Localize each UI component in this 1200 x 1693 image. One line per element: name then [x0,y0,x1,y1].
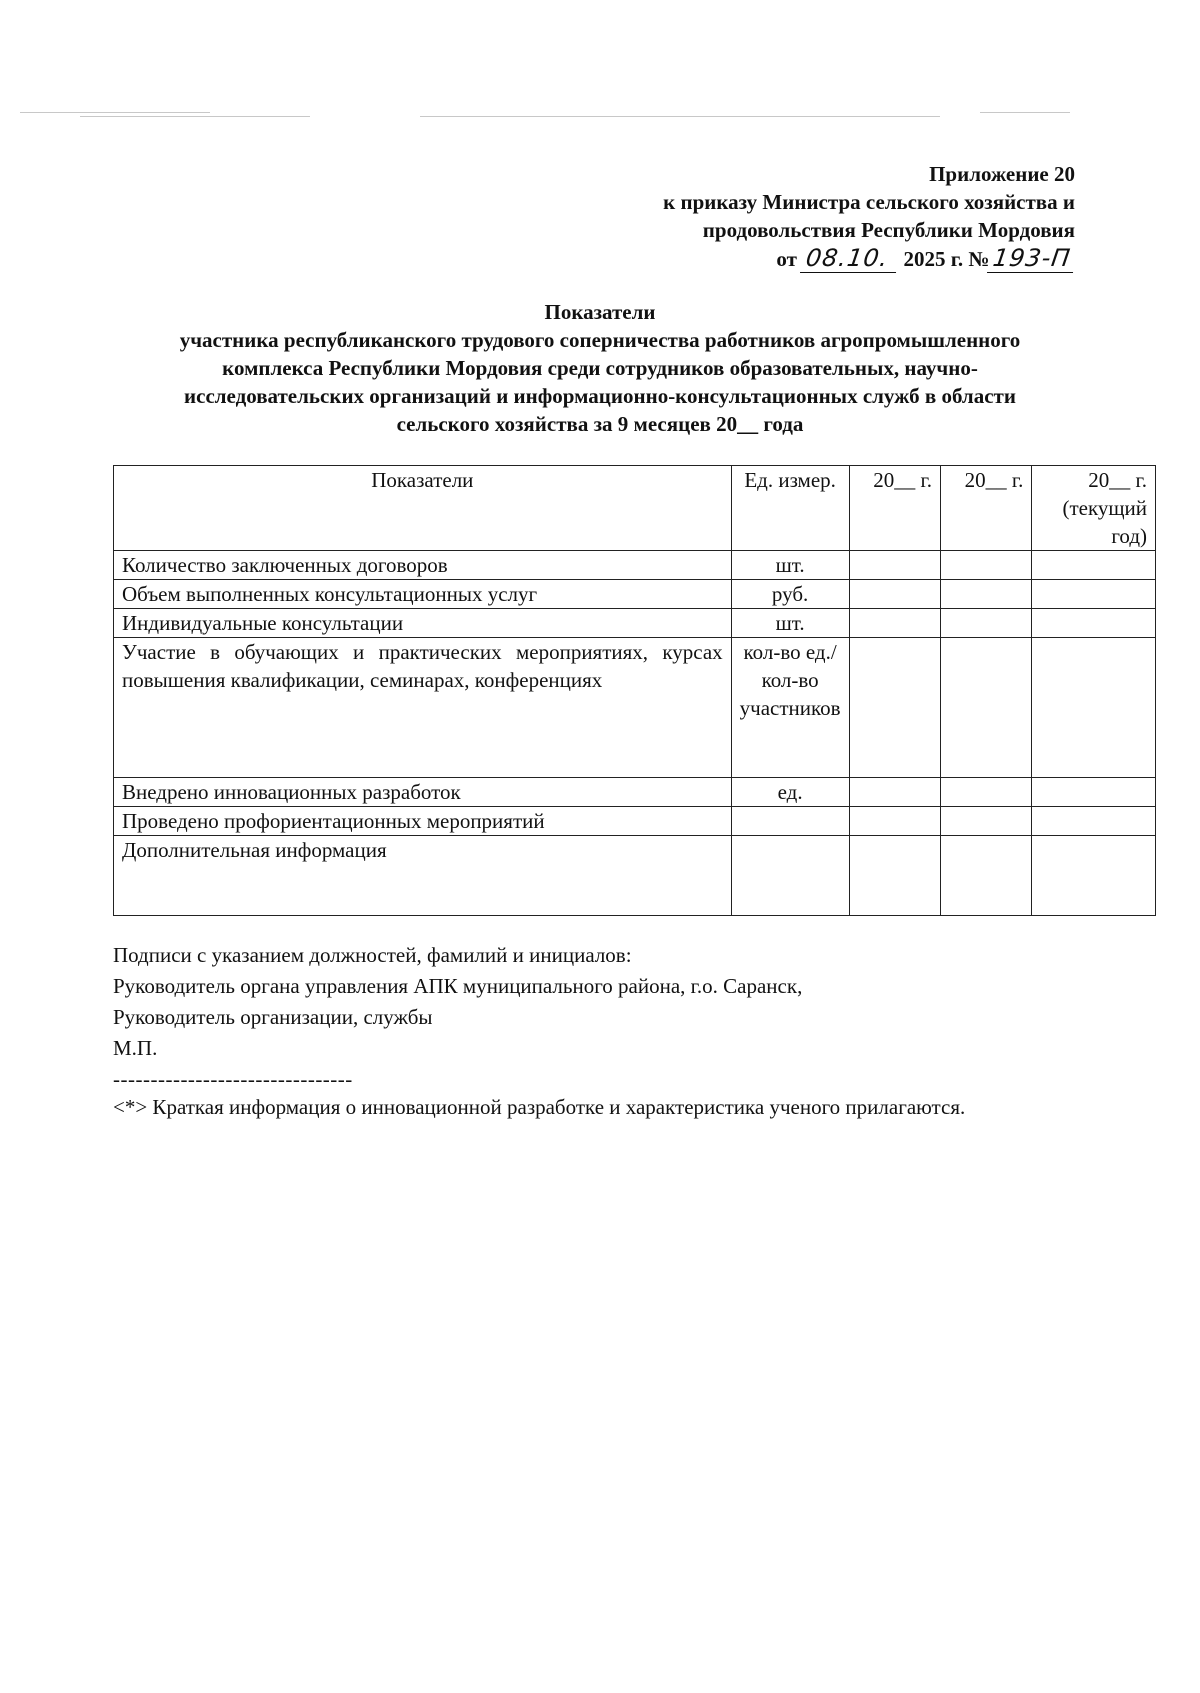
row-value-year-1 [849,609,940,638]
document-title [110,298,1090,438]
row-unit: кол-во ед./кол-во участников [731,638,849,778]
year-text: 2025 г. № [903,247,990,271]
table-row [114,836,1156,916]
signature-org-head: Руководитель организации, службы [113,1005,433,1029]
row-value-year-2 [940,836,1031,916]
table-header-row [114,466,1156,551]
row-value-year-current [1032,807,1156,836]
footnote-block [113,1065,965,1121]
row-indicator: Внедрено инновационных разработок [114,778,732,807]
appendix-order-ref: к приказу Министра сельского хозяйства и [663,190,1075,214]
header-year-1: 20__ г. [849,466,940,551]
row-value-year-1 [849,580,940,609]
handwritten-date: 08.10. [800,244,900,273]
header-year-2: 20__ г. [940,466,1031,551]
title-line-5: сельского хозяйства за 9 месяцев 20__ года [396,412,804,436]
appendix-date-line [663,244,1075,273]
row-value-year-1 [849,807,940,836]
row-unit: шт. [731,551,849,580]
row-indicator: Индивидуальные консультации [114,609,732,638]
row-value-year-1 [849,778,940,807]
appendix-header [663,160,1075,273]
row-value-year-1 [849,551,940,580]
title-line-4: исследовательских организаций и информационно-консультационных служб в области [184,384,1016,408]
signature-apk-head: Руководитель органа управления АПК муниципального района, г.о. Саранск, [113,974,803,998]
appendix-number: Приложение 20 [929,162,1075,186]
row-value-year-2 [940,807,1031,836]
date-prefix: от [776,247,797,271]
indicators-table [113,465,1156,916]
row-indicator: Участие в обучающих и практических мероприятиях, курсах повышения квалификации, семинарах, конференциях [114,638,732,778]
table-row [114,638,1156,778]
row-value-year-current [1032,638,1156,778]
handwritten-order-number: 193-П [987,244,1077,273]
title-line-2: участника республиканского трудового соперничества работников агропромышленного [179,328,1021,352]
header-unit: Ед. измер. [731,466,849,551]
row-indicator: Объем выполненных консультационных услуг [114,580,732,609]
row-value-year-current [1032,778,1156,807]
table-row [114,778,1156,807]
header-year-current: 20__ г. (текущий год) [1032,466,1156,551]
table-row [114,609,1156,638]
title-line-3: комплекса Республики Мордовия среди сотрудников образовательных, научно- [222,356,978,380]
row-indicator: Дополнительная информация [114,836,732,916]
row-value-year-current [1032,609,1156,638]
footnote-text: <*> Краткая информация о инновационной разработке и характеристика ученого прилагаются. [113,1095,966,1119]
scan-artifact-line [20,112,1100,118]
table-row [114,807,1156,836]
row-value-year-current [1032,580,1156,609]
row-value-year-1 [849,836,940,916]
row-unit [731,807,849,836]
row-value-year-current [1032,836,1156,916]
row-unit: шт. [731,609,849,638]
row-value-year-2 [940,778,1031,807]
row-value-year-2 [940,638,1031,778]
header-indicator: Показатели [114,466,732,551]
row-unit: руб. [731,580,849,609]
appendix-ministry: продовольствия Республики Мордовия [702,218,1075,242]
row-value-year-current [1032,551,1156,580]
title-heading: Показатели [544,300,656,324]
signatures-block [113,940,802,1064]
seal-place: М.П. [113,1036,158,1060]
row-unit: ед. [731,778,849,807]
row-unit [731,836,849,916]
table-row [114,580,1156,609]
table-row [114,551,1156,580]
row-value-year-2 [940,609,1031,638]
signatures-caption: Подписи с указанием должностей, фамилий и инициалов: [113,943,632,967]
row-indicator: Проведено профориентационных мероприятий [114,807,732,836]
footnote-separator: -------------------------------- [113,1067,353,1091]
row-value-year-2 [940,580,1031,609]
row-value-year-2 [940,551,1031,580]
row-indicator: Количество заключенных договоров [114,551,732,580]
row-value-year-1 [849,638,940,778]
